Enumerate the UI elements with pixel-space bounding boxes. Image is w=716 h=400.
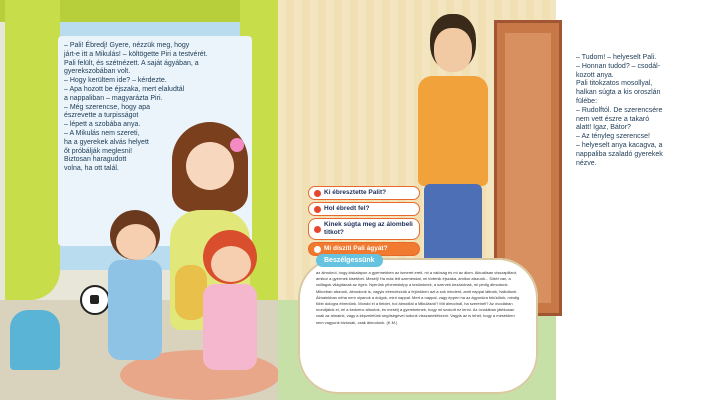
question-item: Hol ébredt fel?: [308, 202, 420, 216]
discussion-title: Beszélgessünk: [316, 254, 383, 267]
question-item: Mi díszíti Pali ágyát?: [308, 242, 420, 256]
left-page: [0, 0, 280, 400]
girl-figure: [195, 230, 265, 370]
discussion-box: [298, 258, 538, 394]
question-list: [308, 186, 420, 258]
question-item: Kinek súgta meg az álombeli titkot?: [308, 218, 420, 240]
flower-hair-clip: [230, 138, 244, 152]
boy-face: [116, 224, 156, 260]
right-page: [278, 0, 663, 400]
story-text-right: – Tudom! – helyeselt Pali. – Honnan tudod? – csodál- kozott anya. Pali titokzatos mosollyal, halkan súgta a kis oroszlán fülébe: – Rudolftól. De szerencsére nem vett észre a takaró alatt! Igaz, Bátor? – Az tényleg szerencse! – helyeselt anya kacagva, a nappaliba szaladó gyerekek nézve.: [576, 54, 663, 167]
bed: [10, 310, 60, 370]
mother-face: [186, 142, 234, 190]
bullet-icon: [314, 206, 321, 213]
question-item: Ki ébresztette Palit?: [308, 186, 420, 200]
story-text-left: – Pali! Ébredj! Gyere, nézzük meg, hogy járt-e itt a Mikulás! – költögette Piri a testvérét. Pali felült, és szétnézett. A saját ágyában, a gyerekszobában volt. – Hogy kerültem ide? – kérdezte. – Apa hozott be éjszaka, mert elaludtál a nappaliban – magyarázta Piri. – Még szerencse, hogy apa észrevette a turpisságot – lépett a szobába anya. – A Mikulás nem szereti, ha a gyerekek alvás helyett őt próbálják meglesni! Biztosan haragudott volna, ha ott talál.: [64, 42, 208, 173]
discussion-text: az álmokról, hogy kiskalapon a gyermekben az ismeret ereit, mi a valóság és mi az álom. Aktuálisan visszapillant, amikor a gyermek kisebbet. Mesélj! Ha más lett szeméndat, mi történik éjszaka, amikor alszunk... Sötét van, a csillagok világítanak az égen. Nyerünk pihenésképp a testünknek, a szervek bezárulnak, mi pedig álmodunk. Mikorban alszunk, álmodunk is, vagyis elrendezzük a fejünkben azt a sok mindent, amit nappal láttunk, hallottunk. Álmainkban néha nem olyanok a dolgok, mint nappal. Mert a nappal, vagy éppen ha az ágyunkra feküdünk, mindig több dologra ébredünk. Mondd el a tieidet, hol álmodtál a Mikulásról? Mit álmodnál, ha szeretnél? Az óvodában mondjátok el, mi a kedvenc álmotok, és mesélj a gyerekeknek, hogy mi szokott ez lenni. Az óvodában játékosan csak az álmaink, vagy a képzeletünk segítségével tudunk visszaemlékezni. Vagyis az is lehet, hogy a mesékben sem vagyunk biztosak, csak álmodunk. (K.M.): [316, 270, 520, 325]
father-face: [434, 28, 472, 72]
boy-figure: [100, 210, 170, 360]
boy-pajamas: [108, 260, 162, 360]
girl-pajamas: [203, 284, 257, 370]
father-shirt: [418, 76, 488, 186]
curtain-left: [5, 0, 60, 300]
bullet-icon: [314, 246, 321, 253]
girl-face: [211, 246, 251, 282]
bullet-icon: [314, 190, 321, 197]
bullet-icon: [314, 226, 321, 233]
